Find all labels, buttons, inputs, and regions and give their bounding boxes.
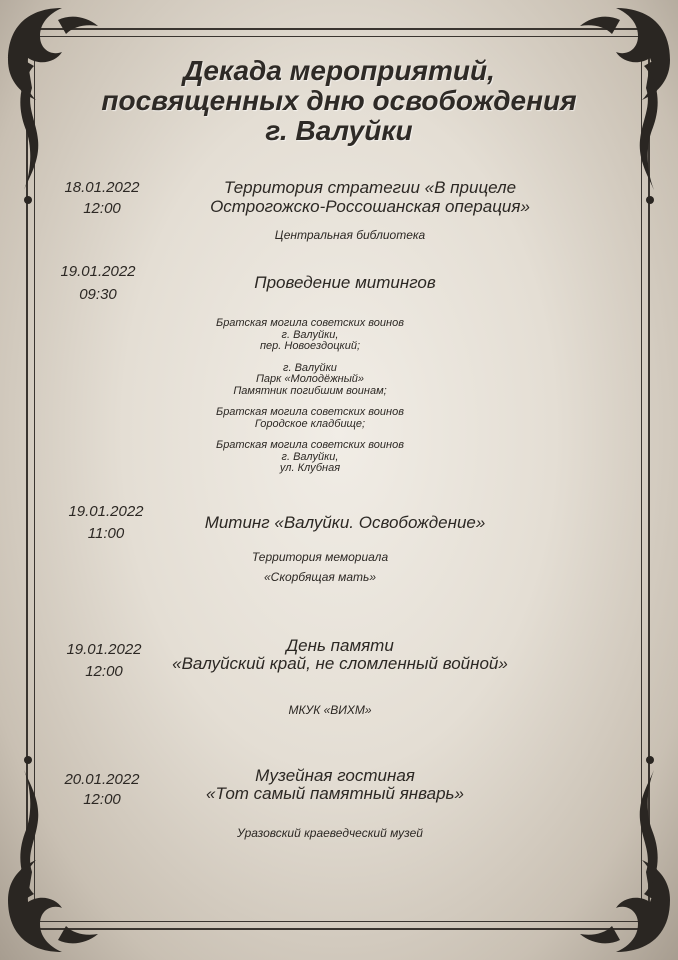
title-line-3: г. Валуйки [265, 115, 413, 146]
location-1-line-1: Братская могила советских воинов [216, 317, 404, 329]
title-line-1: Декада мероприятий, [183, 55, 495, 86]
event-3-date: 19.01.2022 [68, 503, 144, 520]
event-2-time: 09:30 [79, 286, 117, 303]
event-3-place-line-1: Территория мемориала [251, 550, 389, 564]
location-3-line-2: Городское кладбище; [254, 417, 366, 430]
side-ornament-left-bottom [14, 740, 44, 890]
event-1-title-line-1: Территория стратегии «В прицеле [223, 178, 517, 197]
event-4-date: 19.01.2022 [66, 641, 142, 658]
location-4-line-1: Братская могила советских воинов [216, 439, 404, 451]
event-1-place: Центральная библиотека [274, 228, 426, 242]
side-ornament-left-top [14, 70, 44, 220]
location-2-line-1: г. Валуйки [283, 361, 337, 374]
event-5-title-line-2: «Тот самый памятный январь» [206, 784, 464, 803]
location-4-line-3: ул. Клубная [279, 462, 341, 474]
event-1-title-line-2: Острогожско-Россошанская операция» [210, 197, 530, 216]
location-1-line-2: г. Валуйки, [281, 328, 339, 341]
event-5-time: 12:00 [83, 791, 121, 808]
title-line-2: посвященных дню освобождения [101, 85, 577, 116]
event-4-time: 12:00 [85, 663, 123, 680]
location-group-4 [190, 440, 430, 475]
location-3-line-1: Братская могила советских воинов [216, 406, 404, 418]
location-2-line-3: Памятник погибшим воинам; [233, 384, 387, 397]
event-2-locations [190, 318, 430, 485]
location-group-3 [190, 407, 430, 430]
event-3-place-line-2: «Скорбящая мать» [263, 570, 377, 584]
event-4-title-line-2: «Валуйский край, не сломленный войной» [172, 654, 508, 673]
event-4-title-line-1: День памяти [286, 636, 394, 655]
location-group-1 [190, 318, 430, 353]
location-4-line-2: г. Валуйки, [281, 450, 339, 463]
event-3-time: 11:00 [87, 525, 125, 542]
location-1-line-3: пер. Новоездоцкий; [259, 340, 361, 352]
event-2-title: Проведение митингов [254, 273, 436, 292]
event-5-place: Уразовский краеведческий музей [237, 826, 423, 840]
event-5-title-line-1: Музейная гостиная [255, 766, 415, 785]
event-1-time: 12:00 [83, 200, 121, 217]
location-group-2 [190, 363, 430, 398]
side-ornament-right-top [634, 70, 664, 220]
side-ornament-right-bottom [634, 740, 664, 890]
page-title [60, 56, 618, 146]
event-5-date: 20.01.2022 [64, 771, 140, 788]
event-3-title: Митинг «Валуйки. Освобождение» [204, 513, 486, 532]
location-2-line-2: Парк «Молодёжный» [255, 373, 365, 385]
event-1-date: 18.01.2022 [64, 179, 140, 196]
event-2-date: 19.01.2022 [60, 263, 136, 280]
event-4-place: МКУК «ВИХМ» [288, 703, 372, 717]
